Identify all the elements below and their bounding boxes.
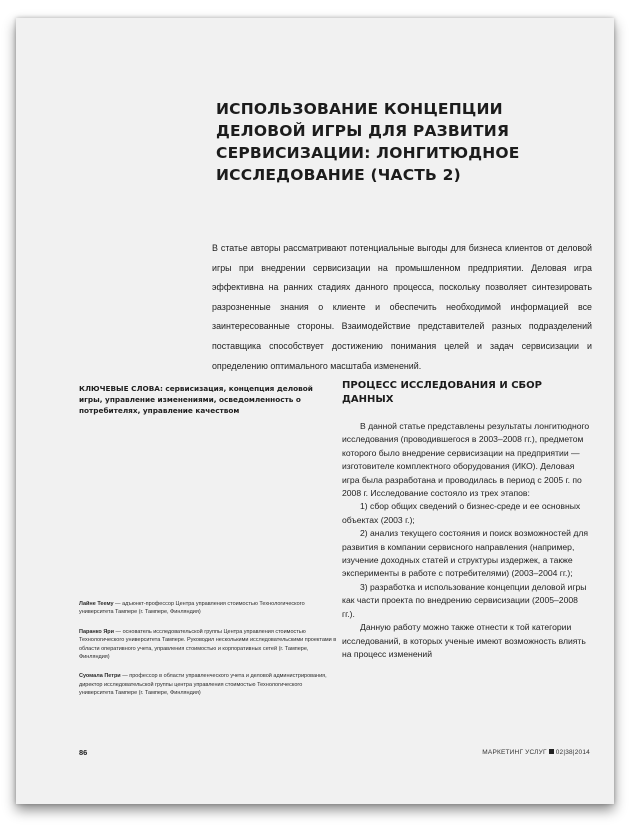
body-paragraph: Данную работу можно также отнести к той категории исследований, в которых ученые имеют возможность влиять на процесс изменений	[342, 622, 586, 659]
article-title: ИСПОЛЬЗОВАНИЕ КОНЦЕПЦИИ ДЕЛОВОЙ ИГРЫ ДЛЯ РАЗВИТИЯ СЕРВИСИЗАЦИИ: ЛОНГИТЮДНОЕ ИССЛЕДОВАНИЕ (ЧАСТЬ 2)	[216, 100, 520, 184]
author-name: Суомала Петри	[79, 673, 121, 680]
author-name: Паранко Яри	[79, 628, 115, 635]
section-heading: ПРОЦЕСС ИССЛЕДОВАНИЯ И СБОР ДАННЫХ	[342, 380, 542, 405]
author-list	[79, 600, 337, 709]
list-item: 3) разработка и использование концепции деловой игры как части проекта по внедрению сервисизации (2005–2008 гг.).	[342, 581, 587, 619]
article-abstract: В статье авторы рассматривают потенциальные выгоды для бизнеса клиентов от деловой игры при внедрении сервисизации на промышленном предприятии. Деловая игра эффективна на ранних стадиях данного процесса, поскольку позволяет синтезировать разрозненные знания о клиенте и обеспечить необходимой информацией все заинтересованные стороны. Взаимодействие представителей разных подразделений поставщика способствует достижению понимания целей и задач сервисизации и определению оптимального масштаба изменений.	[212, 243, 592, 371]
author-bio	[79, 672, 337, 697]
author-description: — профессор в области управленческого учета и деловой администрирования, директор исследовательской группы центра управления стоимостью Технологического университета Тампере (г. Тампере, Финляндия)	[79, 673, 327, 697]
keywords: КЛЮЧЕВЫЕ СЛОВА: сервисизация, концепция деловой игры, управление изменениями, осведомленность о потребителях, управление качеством	[79, 384, 313, 415]
author-description: — адъюнкт-профессор Центра управления стоимостью Технологического университета Тампере (г. Тампере, Финляндия)	[79, 601, 305, 616]
square-separator-icon	[549, 749, 554, 754]
author-description: — основатель исследовательской группы Центра управления стоимостью Технологического университета Тампере. Руководил несколькими исследовательскими проектами в области оперативного учета, управления стоимостью и корпоративных сетей (г. Тампере, Финляндия)	[79, 628, 337, 661]
author-name: Лайне Теему	[79, 601, 114, 607]
section-body	[342, 420, 592, 661]
list-item: 2) анализ текущего состояния и поиск возможностей для развития в компании сервисного направления (например, изучение доходных статей и структуры издержек, а также эксперименты в работе с потребителями) (2003–2004 гг.);	[342, 528, 589, 579]
journal-page	[16, 18, 614, 804]
list-item: 1) сбор общих сведений о бизнес-среде и ее основных объектах (2003 г.);	[342, 501, 581, 525]
author-bio	[79, 628, 337, 662]
journal-footer	[482, 749, 590, 756]
body-paragraph: В данной статье представлены результаты лонгитюдного исследования (проводившегося в 2003–2008 гг.), предметом которого было внедрение сервисизации на предприятии — изготовителе комплектного оборудования (ИКО). Деловая игра была разработана и проводилась в период с 2005 г. по 2008 г. Исследование состояло из трех этапов:	[342, 421, 590, 499]
page-number: 86	[79, 748, 88, 757]
journal-name: МАРКЕТИНГ УСЛУГ	[482, 749, 547, 756]
issue-number: 02|38|2014	[555, 749, 590, 756]
author-bio	[79, 600, 337, 617]
